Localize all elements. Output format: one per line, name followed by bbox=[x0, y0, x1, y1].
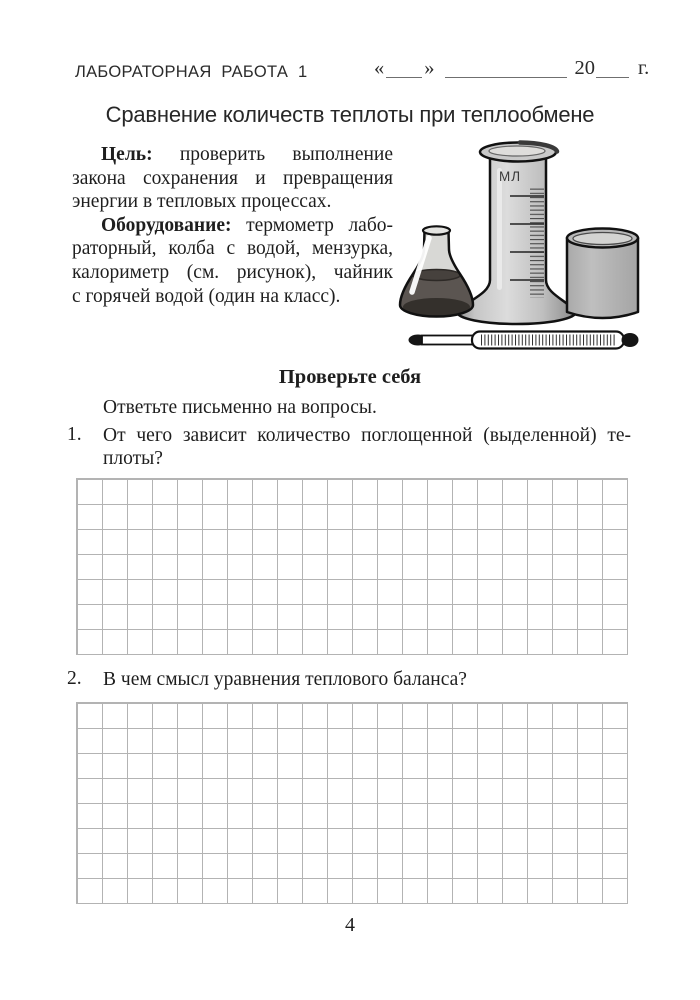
lab-work-heading: ЛАБОРАТОРНАЯ РАБОТА 1 bbox=[75, 63, 308, 81]
date-line bbox=[374, 57, 649, 80]
instruction-text: Ответьте письменно на вопросы. bbox=[103, 397, 377, 418]
thermometer bbox=[409, 332, 639, 349]
close-guillemet: » bbox=[424, 57, 435, 79]
equipment-label: Оборудование: bbox=[101, 214, 232, 236]
open-guillemet: « bbox=[374, 57, 385, 79]
year-prefix: 20 bbox=[574, 57, 595, 79]
equipment-line: калориметр (см. рисунок), чайник bbox=[72, 261, 393, 283]
question-2-number: 2. bbox=[67, 668, 82, 689]
calorimeter bbox=[567, 229, 638, 319]
cylinder-minor-ticks bbox=[530, 186, 544, 298]
question-1-number: 1. bbox=[67, 424, 82, 445]
thermometer-scale-ticks bbox=[481, 335, 617, 346]
goal-line: энергии в тепловых процессах. bbox=[72, 191, 332, 213]
self-check-heading: Проверьте себя bbox=[278, 366, 422, 388]
graduated-cylinder bbox=[457, 143, 576, 325]
answer-grid-2[interactable] bbox=[76, 702, 628, 904]
equipment-illustration bbox=[396, 134, 646, 360]
question-1-text: От чего зависит количество поглощенной (выделенной) те- плоты? bbox=[103, 425, 631, 470]
equipment-line: Оборудование: термометр лабо- bbox=[101, 214, 393, 236]
date-day-blank[interactable] bbox=[386, 63, 422, 78]
date-month-blank[interactable] bbox=[445, 63, 567, 78]
flask-rim bbox=[423, 226, 450, 234]
year-suffix: г. bbox=[638, 57, 650, 79]
intro-text bbox=[72, 143, 393, 308]
answer-grid-1[interactable] bbox=[76, 478, 628, 655]
question-2-text: В чем смысл уравнения теплового баланса? bbox=[103, 669, 467, 690]
goal-line: Цель: проверить выполнение bbox=[101, 144, 394, 165]
flask bbox=[400, 226, 473, 316]
page-title: Сравнение количеств теплоты при теплообмене bbox=[105, 102, 595, 127]
date-year-blank[interactable] bbox=[596, 63, 629, 78]
page-number: 4 bbox=[345, 914, 355, 936]
cylinder-unit-label: МЛ bbox=[499, 169, 522, 184]
equipment-figure bbox=[396, 134, 646, 360]
thermometer-cap bbox=[622, 333, 639, 347]
goal-line: закона сохранения и превращения bbox=[72, 167, 393, 189]
equipment-line: с горячей водой (один на класс). bbox=[72, 285, 341, 307]
equipment-line: раторный, колба с водой, мензурка, bbox=[72, 238, 393, 260]
goal-label: Цель: bbox=[101, 144, 153, 165]
